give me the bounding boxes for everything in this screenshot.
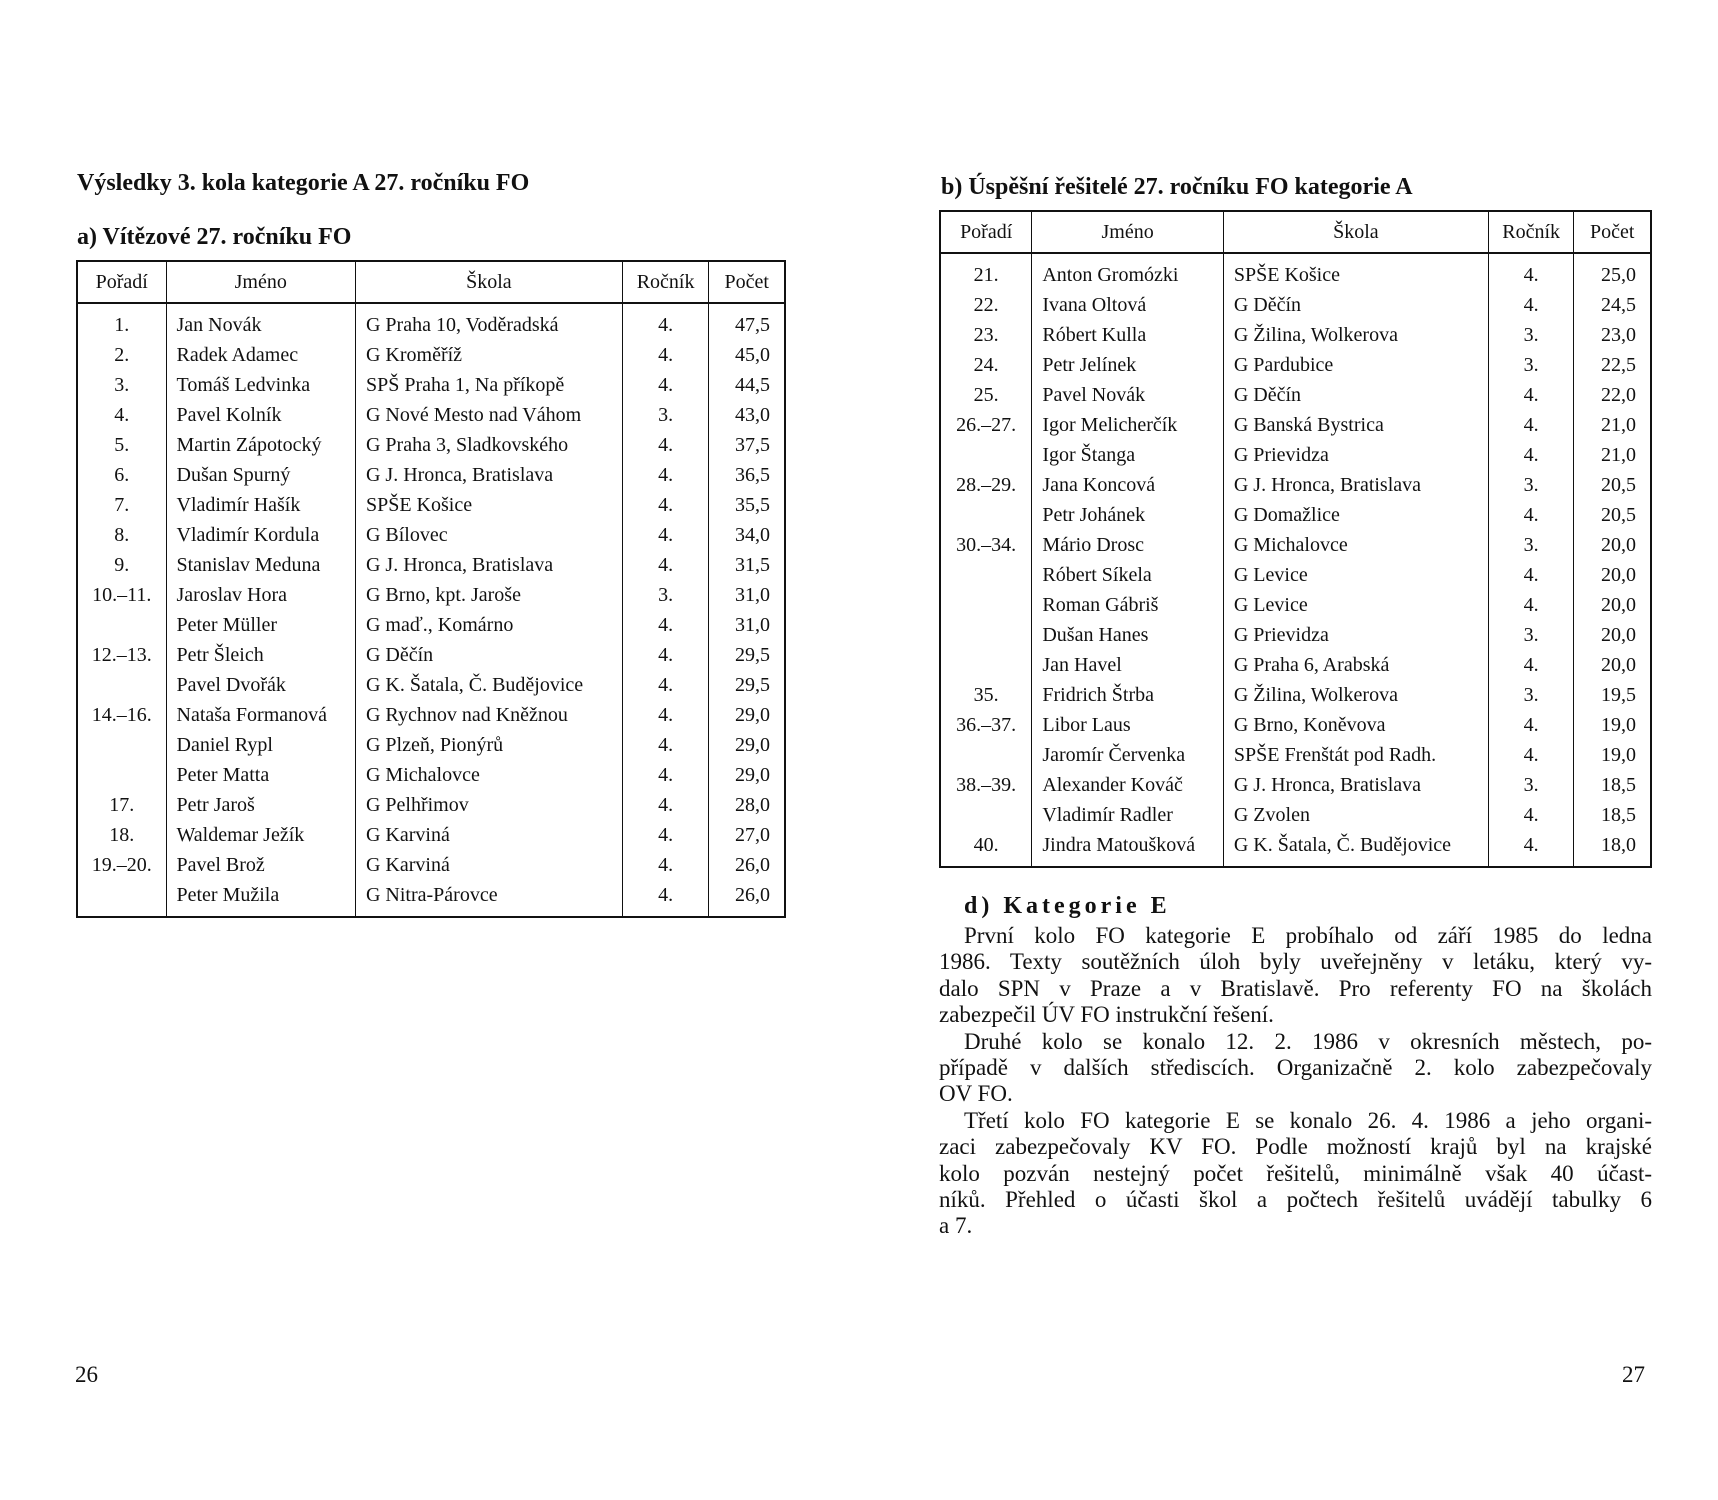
cell-rank — [940, 620, 1032, 650]
cell-rank: 6. — [77, 460, 166, 490]
table-row — [77, 820, 785, 850]
cell-name: Petr Johánek — [1032, 500, 1224, 530]
cell-score: 21,0 — [1574, 440, 1651, 470]
cell-name: Igor Melicherčík — [1032, 410, 1224, 440]
table-row — [940, 253, 1651, 290]
cell-rank: 28.–29. — [940, 470, 1032, 500]
cell-rank: 10.–11. — [77, 580, 166, 610]
table-row — [940, 470, 1651, 500]
cell-rank: 21. — [940, 253, 1032, 290]
cell-grade: 4. — [622, 670, 708, 700]
cell-score: 20,0 — [1574, 560, 1651, 590]
cell-grade: 4. — [1488, 380, 1574, 410]
cell-name: Mário Drosc — [1032, 530, 1224, 560]
cell-score: 26,0 — [709, 850, 785, 880]
column-header-score: Počet — [709, 261, 785, 303]
cell-score: 37,5 — [709, 430, 785, 460]
table-row — [940, 290, 1651, 320]
table-row — [77, 640, 785, 670]
cell-score: 31,5 — [709, 550, 785, 580]
cell-name: Jan Havel — [1032, 650, 1224, 680]
cell-school: G Rychnov nad Kněžnou — [355, 700, 622, 730]
cell-rank — [77, 730, 166, 760]
cell-school: G Nové Mesto nad Váhom — [355, 400, 622, 430]
column-header-school: Škola — [1223, 211, 1488, 253]
table-row — [940, 560, 1651, 590]
paragraph-line: a 7. — [939, 1213, 973, 1239]
cell-grade: 4. — [622, 490, 708, 520]
cell-score: 31,0 — [709, 580, 785, 610]
column-header-score: Počet — [1574, 211, 1651, 253]
cell-score: 20,5 — [1574, 500, 1651, 530]
column-header-rank: Pořadí — [77, 261, 166, 303]
cell-name: Pavel Dvořák — [166, 670, 355, 700]
table-row — [940, 650, 1651, 680]
cell-school: G Praha 3, Sladkovského — [355, 430, 622, 460]
cell-school: G Karviná — [355, 820, 622, 850]
cell-score: 18,0 — [1574, 830, 1651, 867]
cell-school: G Děčín — [355, 640, 622, 670]
cell-school: G Pardubice — [1223, 350, 1488, 380]
cell-grade: 4. — [1488, 410, 1574, 440]
cell-grade: 4. — [1488, 650, 1574, 680]
cell-rank — [940, 500, 1032, 530]
cell-school: G K. Šatala, Č. Budějovice — [1223, 830, 1488, 867]
cell-rank: 30.–34. — [940, 530, 1032, 560]
cell-score: 20,0 — [1574, 590, 1651, 620]
cell-score: 27,0 — [709, 820, 785, 850]
cell-rank — [940, 590, 1032, 620]
cell-rank — [940, 560, 1032, 590]
table-row — [77, 340, 785, 370]
cell-name: Vladimír Hašík — [166, 490, 355, 520]
cell-school: G Plzeň, Pionýrů — [355, 730, 622, 760]
table-row — [77, 880, 785, 917]
cell-name: Anton Gromózki — [1032, 253, 1224, 290]
cell-grade: 4. — [622, 610, 708, 640]
cell-score: 24,5 — [1574, 290, 1651, 320]
cell-name: Jindra Matoušková — [1032, 830, 1224, 867]
cell-rank: 36.–37. — [940, 710, 1032, 740]
cell-grade: 3. — [1488, 770, 1574, 800]
cell-name: Petr Šleich — [166, 640, 355, 670]
cell-score: 31,0 — [709, 610, 785, 640]
cell-school: G K. Šatala, Č. Budějovice — [355, 670, 622, 700]
cell-name: Dušan Hanes — [1032, 620, 1224, 650]
cell-score: 19,0 — [1574, 740, 1651, 770]
cell-school: G Domažlice — [1223, 500, 1488, 530]
table-row — [940, 590, 1651, 620]
cell-name: Igor Štanga — [1032, 440, 1224, 470]
cell-school: G Banská Bystrica — [1223, 410, 1488, 440]
cell-school: G Prievidza — [1223, 440, 1488, 470]
cell-school: G Zvolen — [1223, 800, 1488, 830]
table-row — [77, 303, 785, 340]
cell-score: 20,0 — [1574, 530, 1651, 560]
cell-score: 22,0 — [1574, 380, 1651, 410]
cell-score: 26,0 — [709, 880, 785, 917]
cell-name: Daniel Rypl — [166, 730, 355, 760]
cell-grade: 4. — [1488, 740, 1574, 770]
cell-school: SPŠE Košice — [1223, 253, 1488, 290]
cell-grade: 4. — [1488, 290, 1574, 320]
table-row — [77, 760, 785, 790]
cell-name: Martin Zápotocký — [166, 430, 355, 460]
section-d-text — [939, 923, 1652, 1240]
cell-rank: 8. — [77, 520, 166, 550]
paragraph-line: dalo SPN v Praze a v Bratislavě. Pro referenty FO na školách — [939, 975, 1652, 1001]
cell-grade: 4. — [622, 820, 708, 850]
cell-grade: 4. — [622, 370, 708, 400]
table-row — [77, 400, 785, 430]
cell-school: G Michalovce — [355, 760, 622, 790]
table-row — [940, 800, 1651, 830]
table-row — [77, 580, 785, 610]
cell-school: G Žilina, Wolkerova — [1223, 680, 1488, 710]
cell-rank: 2. — [77, 340, 166, 370]
page-number-left: 26 — [75, 1362, 98, 1387]
table-row — [940, 320, 1651, 350]
table-row — [77, 520, 785, 550]
cell-name: Petr Jaroš — [166, 790, 355, 820]
cell-name: Ivana Oltová — [1032, 290, 1224, 320]
table-row — [940, 770, 1651, 800]
cell-school: SPŠ Praha 1, Na příkopě — [355, 370, 622, 400]
cell-name: Jaromír Červenka — [1032, 740, 1224, 770]
cell-rank: 18. — [77, 820, 166, 850]
cell-name: Peter Matta — [166, 760, 355, 790]
cell-score: 35,5 — [709, 490, 785, 520]
cell-grade: 3. — [622, 400, 708, 430]
cell-score: 29,5 — [709, 640, 785, 670]
paragraph-line: Třetí kolo FO kategorie E se konalo 26. 4. 1986 a jeho organi- — [964, 1107, 1652, 1133]
cell-name: Pavel Novák — [1032, 380, 1224, 410]
cell-grade: 4. — [622, 303, 708, 340]
cell-grade: 4. — [1488, 590, 1574, 620]
table-row — [940, 530, 1651, 560]
cell-rank: 5. — [77, 430, 166, 460]
cell-score: 29,0 — [709, 730, 785, 760]
paragraph-line: Druhé kolo se konalo 12. 2. 1986 v okresních městech, po- — [964, 1028, 1652, 1054]
cell-grade: 4. — [1488, 830, 1574, 867]
cell-name: Vladimír Radler — [1032, 800, 1224, 830]
cell-name: Pavel Kolník — [166, 400, 355, 430]
cell-grade: 4. — [622, 460, 708, 490]
cell-name: Fridrich Štrba — [1032, 680, 1224, 710]
table-row — [77, 700, 785, 730]
table-b-title: b) Úspěšní řešitelé 27. ročníku FO kategorie A — [941, 174, 1413, 200]
cell-grade: 4. — [1488, 440, 1574, 470]
table-row — [940, 710, 1651, 740]
cell-school: G J. Hronca, Bratislava — [355, 460, 622, 490]
cell-name: Radek Adamec — [166, 340, 355, 370]
cell-school: G Levice — [1223, 560, 1488, 590]
cell-rank: 17. — [77, 790, 166, 820]
cell-rank: 24. — [940, 350, 1032, 380]
cell-school: G Děčín — [1223, 290, 1488, 320]
page-heading: Výsledky 3. kola kategorie A 27. ročníku FO — [77, 170, 530, 196]
cell-grade: 4. — [1488, 710, 1574, 740]
paragraph-line: První kolo FO kategorie E probíhalo od září 1985 do ledna — [964, 923, 1652, 948]
cell-rank: 19.–20. — [77, 850, 166, 880]
cell-score: 44,5 — [709, 370, 785, 400]
cell-grade: 4. — [622, 700, 708, 730]
cell-grade: 4. — [622, 340, 708, 370]
page-number-right: 27 — [1622, 1362, 1645, 1387]
cell-grade: 4. — [622, 880, 708, 917]
cell-name: Jan Novák — [166, 303, 355, 340]
table-row — [77, 730, 785, 760]
cell-rank — [940, 740, 1032, 770]
cell-school: G Praha 10, Voděradská — [355, 303, 622, 340]
cell-name: Pavel Brož — [166, 850, 355, 880]
cell-grade: 4. — [622, 850, 708, 880]
cell-grade: 4. — [622, 430, 708, 460]
cell-rank: 9. — [77, 550, 166, 580]
cell-school: G Levice — [1223, 590, 1488, 620]
cell-school: G J. Hronca, Bratislava — [1223, 770, 1488, 800]
cell-name: Stanislav Meduna — [166, 550, 355, 580]
cell-name: Tomáš Ledvinka — [166, 370, 355, 400]
table-header — [77, 261, 785, 303]
cell-school: G J. Hronca, Bratislava — [1223, 470, 1488, 500]
cell-name: Peter Müller — [166, 610, 355, 640]
cell-rank — [77, 670, 166, 700]
table-row — [77, 850, 785, 880]
cell-rank: 7. — [77, 490, 166, 520]
cell-grade: 4. — [622, 790, 708, 820]
cell-score: 21,0 — [1574, 410, 1651, 440]
cell-rank — [77, 760, 166, 790]
cell-score: 19,5 — [1574, 680, 1651, 710]
cell-name: Petr Jelínek — [1032, 350, 1224, 380]
cell-grade: 4. — [1488, 253, 1574, 290]
table-a-title: a) Vítězové 27. ročníku FO — [77, 224, 352, 250]
cell-name: Nataša Formanová — [166, 700, 355, 730]
cell-score: 20,0 — [1574, 620, 1651, 650]
table-row — [940, 410, 1651, 440]
cell-rank: 3. — [77, 370, 166, 400]
paragraph-line: 1986. Texty soutěžních úloh byly uveřejněny v letáku, který vy- — [939, 949, 1652, 975]
cell-rank: 1. — [77, 303, 166, 340]
cell-school: G Brno, kpt. Jaroše — [355, 580, 622, 610]
successful-solvers-table — [939, 210, 1652, 868]
cell-score: 23,0 — [1574, 320, 1651, 350]
cell-school: G Děčín — [1223, 380, 1488, 410]
cell-grade: 3. — [1488, 620, 1574, 650]
cell-score: 43,0 — [709, 400, 785, 430]
table-row — [77, 490, 785, 520]
cell-grade: 4. — [622, 550, 708, 580]
section-d-heading: d) Kategorie E — [964, 893, 1171, 919]
cell-rank: 26.–27. — [940, 410, 1032, 440]
table-row — [77, 790, 785, 820]
cell-grade: 4. — [1488, 500, 1574, 530]
column-header-name: Jméno — [1032, 211, 1224, 253]
column-header-school: Škola — [355, 261, 622, 303]
cell-name: Jana Koncová — [1032, 470, 1224, 500]
cell-rank: 25. — [940, 380, 1032, 410]
cell-grade: 4. — [1488, 560, 1574, 590]
cell-school: G Žilina, Wolkerova — [1223, 320, 1488, 350]
cell-name: Jaroslav Hora — [166, 580, 355, 610]
table-row — [77, 550, 785, 580]
table-row — [77, 430, 785, 460]
cell-rank — [940, 650, 1032, 680]
cell-name: Alexander Kováč — [1032, 770, 1224, 800]
cell-score: 47,5 — [709, 303, 785, 340]
table-row — [77, 610, 785, 640]
cell-school: G Michalovce — [1223, 530, 1488, 560]
cell-score: 22,5 — [1574, 350, 1651, 380]
cell-score: 45,0 — [709, 340, 785, 370]
cell-rank: 38.–39. — [940, 770, 1032, 800]
cell-grade: 3. — [1488, 350, 1574, 380]
cell-score: 29,5 — [709, 670, 785, 700]
winners-table — [76, 260, 786, 918]
cell-name: Dušan Spurný — [166, 460, 355, 490]
cell-score: 25,0 — [1574, 253, 1651, 290]
paragraph-line: níků. Přehled o účasti škol a počtech řešitelů uvádějí tabulky 6 — [939, 1187, 1652, 1213]
cell-name: Waldemar Ježík — [166, 820, 355, 850]
cell-school: G Nitra-Párovce — [355, 880, 622, 917]
cell-grade: 3. — [1488, 530, 1574, 560]
cell-grade: 4. — [1488, 800, 1574, 830]
paragraph-line: zabezpečil ÚV FO instrukční řešení. — [939, 1002, 1274, 1028]
cell-score: 36,5 — [709, 460, 785, 490]
cell-rank: 4. — [77, 400, 166, 430]
cell-name: Vladimír Kordula — [166, 520, 355, 550]
cell-name: Libor Laus — [1032, 710, 1224, 740]
cell-school: G Kroměříž — [355, 340, 622, 370]
table-row — [940, 440, 1651, 470]
cell-name: Róbert Síkela — [1032, 560, 1224, 590]
cell-rank — [77, 610, 166, 640]
column-header-rank: Pořadí — [940, 211, 1032, 253]
cell-score: 29,0 — [709, 760, 785, 790]
cell-grade: 4. — [622, 760, 708, 790]
table-row — [940, 620, 1651, 650]
cell-grade: 3. — [1488, 320, 1574, 350]
cell-school: G Pelhřimov — [355, 790, 622, 820]
paragraph-line: OV FO. — [939, 1081, 1013, 1107]
cell-grade: 3. — [1488, 680, 1574, 710]
table-row — [940, 350, 1651, 380]
cell-school: G Bílovec — [355, 520, 622, 550]
table-row — [77, 670, 785, 700]
column-header-grade: Ročník — [622, 261, 708, 303]
table-row — [77, 370, 785, 400]
column-header-grade: Ročník — [1488, 211, 1574, 253]
table-row — [940, 380, 1651, 410]
cell-score: 34,0 — [709, 520, 785, 550]
paragraph-line: zaci zabezpečovaly KV FO. Podle možností krajů byl na krajské — [939, 1134, 1652, 1160]
cell-grade: 4. — [622, 640, 708, 670]
cell-name: Róbert Kulla — [1032, 320, 1224, 350]
cell-grade: 3. — [1488, 470, 1574, 500]
cell-school: G Praha 6, Arabská — [1223, 650, 1488, 680]
cell-school: G maď., Komárno — [355, 610, 622, 640]
paragraph-line: případě v dalších střediscích. Organizačně 2. kolo zabezpečovaly — [939, 1055, 1652, 1081]
cell-rank: 22. — [940, 290, 1032, 320]
cell-school: G Brno, Koněvova — [1223, 710, 1488, 740]
table-row — [940, 500, 1651, 530]
cell-score: 29,0 — [709, 700, 785, 730]
table-row — [940, 830, 1651, 867]
table-row — [940, 740, 1651, 770]
cell-rank: 40. — [940, 830, 1032, 867]
cell-rank: 23. — [940, 320, 1032, 350]
cell-rank: 14.–16. — [77, 700, 166, 730]
cell-school: G J. Hronca, Bratislava — [355, 550, 622, 580]
table-row — [940, 680, 1651, 710]
cell-name: Peter Mužila — [166, 880, 355, 917]
cell-school: SPŠE Košice — [355, 490, 622, 520]
cell-name: Roman Gábriš — [1032, 590, 1224, 620]
table-header — [940, 211, 1651, 253]
cell-rank — [77, 880, 166, 917]
cell-score: 19,0 — [1574, 710, 1651, 740]
cell-score: 20,5 — [1574, 470, 1651, 500]
cell-score: 18,5 — [1574, 770, 1651, 800]
cell-grade: 3. — [622, 580, 708, 610]
cell-school: G Prievidza — [1223, 620, 1488, 650]
cell-school: SPŠE Frenštát pod Radh. — [1223, 740, 1488, 770]
cell-rank: 12.–13. — [77, 640, 166, 670]
cell-rank — [940, 800, 1032, 830]
cell-rank — [940, 440, 1032, 470]
column-header-name: Jméno — [166, 261, 355, 303]
cell-grade: 4. — [622, 520, 708, 550]
cell-score: 28,0 — [709, 790, 785, 820]
cell-grade: 4. — [622, 730, 708, 760]
cell-school: G Karviná — [355, 850, 622, 880]
table-row — [77, 460, 785, 490]
paragraph-line: kolo pozván nestejný počet řešitelů, minimálně však 40 účast- — [939, 1160, 1652, 1186]
cell-rank: 35. — [940, 680, 1032, 710]
cell-score: 20,0 — [1574, 650, 1651, 680]
cell-score: 18,5 — [1574, 800, 1651, 830]
